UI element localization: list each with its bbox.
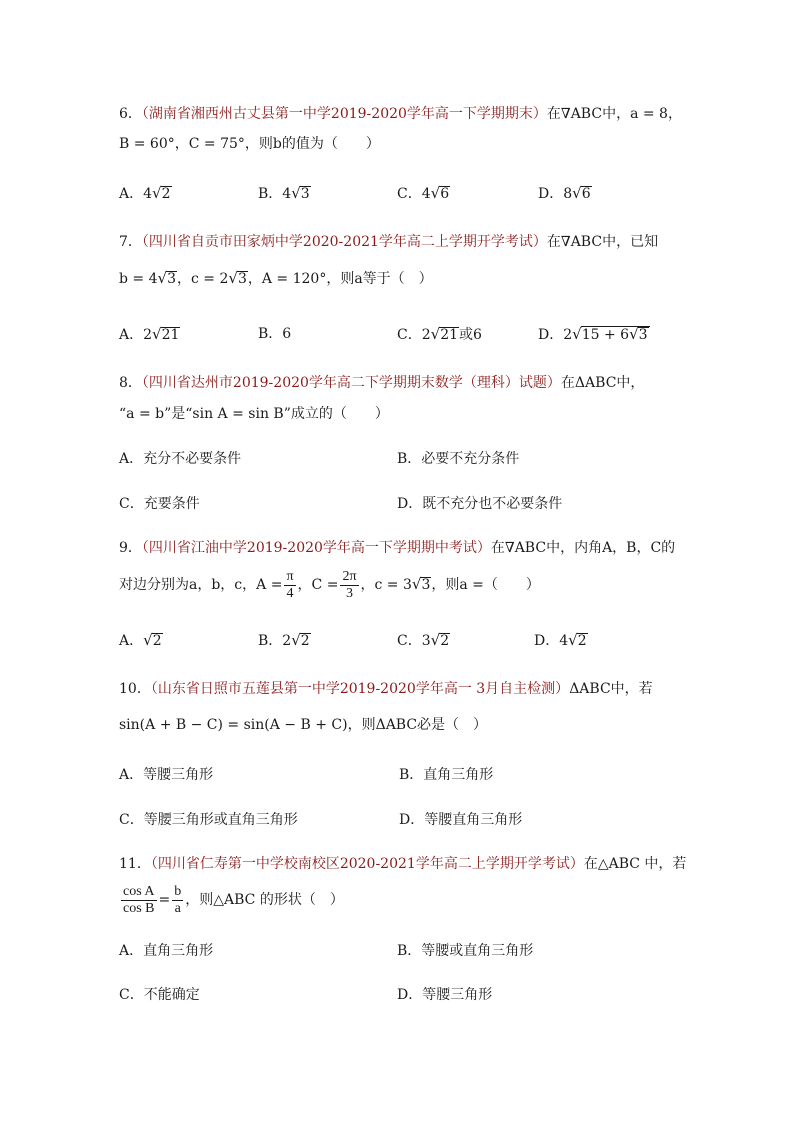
q9-option-a: A．√2 <box>119 631 162 649</box>
q11-number: 11． <box>119 856 151 872</box>
q10-option-c: C．等腰三角形或直角三角形 <box>119 812 298 828</box>
q9-option-d: D．4√2 <box>534 631 587 649</box>
q8-source: （四川省达州市2019-2020学年高二下学期期末数学（理科）试题） <box>141 375 561 391</box>
q11-fraction-ba: $\frac{b}{a}$ <box>174 883 182 916</box>
q11-line-1 <box>119 854 686 874</box>
q10-stem-1: ΔABC中，若 <box>569 681 653 697</box>
q11-option-b: B．等腰或直角三角形 <box>397 943 534 959</box>
q9-line-1 <box>119 538 675 558</box>
q9-line-2: 对边分别为a，b，c，A = $\frac{\pi}{4}$ ，C = $\frac{2\pi}{3}$ ，c = 3√3，则a =（ ） <box>119 568 540 601</box>
q6-source: （湖南省湘西州古丈县第一中学2019-2020学年高一下学期期末） <box>141 106 547 122</box>
q9-fraction-c: $\frac{2\pi}{3}$ <box>342 568 357 601</box>
q10-number: 10． <box>119 681 151 697</box>
q11-option-c: C．不能确定 <box>119 987 200 1003</box>
q9-option-b: B．2√2 <box>258 631 310 649</box>
q8-stem-2: “a = b”是“sin A = sin B”成立的（ ） <box>119 406 389 422</box>
q11-option-d: D．等腰三角形 <box>397 987 493 1003</box>
q10-option-b: B．直角三角形 <box>399 767 494 783</box>
q7-source: （四川省自贡市田家炳中学2020-2021学年高二上学期开学考试） <box>141 234 547 250</box>
q9-option-c: C．3√2 <box>397 631 450 649</box>
q10-option-a: A．等腰三角形 <box>119 767 214 783</box>
q8-line-1 <box>119 373 644 393</box>
q6-line-1 <box>119 104 682 124</box>
q10-option-d: D．等腰直角三角形 <box>399 812 523 828</box>
q6-option-c: C．4√6 <box>397 184 450 202</box>
q7-stem-1: 在∇ABC中，已知 <box>546 234 659 250</box>
q11-source: （四川省仁寿第一中学校南校区2020-2021学年高二上学期开学考试） <box>150 856 584 872</box>
q10-line-1 <box>119 679 653 699</box>
q8-option-b: B．必要不充分条件 <box>397 451 520 467</box>
q7-option-d: D．2√15 + 6√3 <box>538 325 648 343</box>
q8-option-d: D．既不充分也不必要条件 <box>397 496 563 512</box>
q6-line-2 <box>119 134 380 154</box>
q6-stem-1: 在∇ABC中，a = 8， <box>546 106 682 122</box>
q11-option-a: A．直角三角形 <box>119 943 214 959</box>
q7-option-c: C．2√21或6 <box>397 325 482 343</box>
q10-stem-2: sin(A + B − C) = sin(A − B + C)，则ΔABC必是（ ） <box>119 717 488 733</box>
q6-option-d: D．8√6 <box>538 184 591 202</box>
q8-option-a: A．充分不必要条件 <box>119 451 242 467</box>
q8-line-2 <box>119 404 389 424</box>
q7-line-2: b = 4√3，c = 2√3，A = 120°，则a等于（ ） <box>119 269 433 287</box>
q9-number: 9． <box>119 540 142 556</box>
q7-option-a: A．2√21 <box>119 325 180 343</box>
q6-option-b: B．4√3 <box>258 184 310 202</box>
q7-number: 7． <box>119 234 142 250</box>
q11-fraction-cos: $\frac{\text{cos A}}{\text{cos B}}$ <box>123 883 155 916</box>
q8-stem-1: 在ΔABC中， <box>560 375 645 391</box>
q6-option-a: A．4√2 <box>119 184 171 202</box>
q11-stem-1: 在△ABC 中，若 <box>583 856 687 872</box>
q9-fraction-a: $\frac{\pi}{4}$ <box>286 568 294 601</box>
q8-number: 8． <box>119 375 142 391</box>
q8-option-c: C．充要条件 <box>119 496 200 512</box>
q10-line-2 <box>119 715 487 735</box>
q9-stem-1: 在∇ABC中，内角A，B，C的 <box>490 540 676 556</box>
q7-line-1 <box>119 232 658 252</box>
q7-option-b: B．6 <box>258 326 292 342</box>
q11-line-2: $\frac{\text{cos A}}{\text{cos B}}$ = $\frac{b}{a}$ ，则△ABC 的形状（ ） <box>123 883 344 916</box>
q6-number: 6． <box>119 106 142 122</box>
q10-source: （山东省日照市五莲县第一中学2019-2020学年高一 3月自主检测） <box>150 681 570 697</box>
q9-source: （四川省江油中学2019-2020学年高一下学期期中考试） <box>141 540 491 556</box>
q6-stem-2: B = 60°，C = 75°，则b的值为（ ） <box>119 136 380 152</box>
